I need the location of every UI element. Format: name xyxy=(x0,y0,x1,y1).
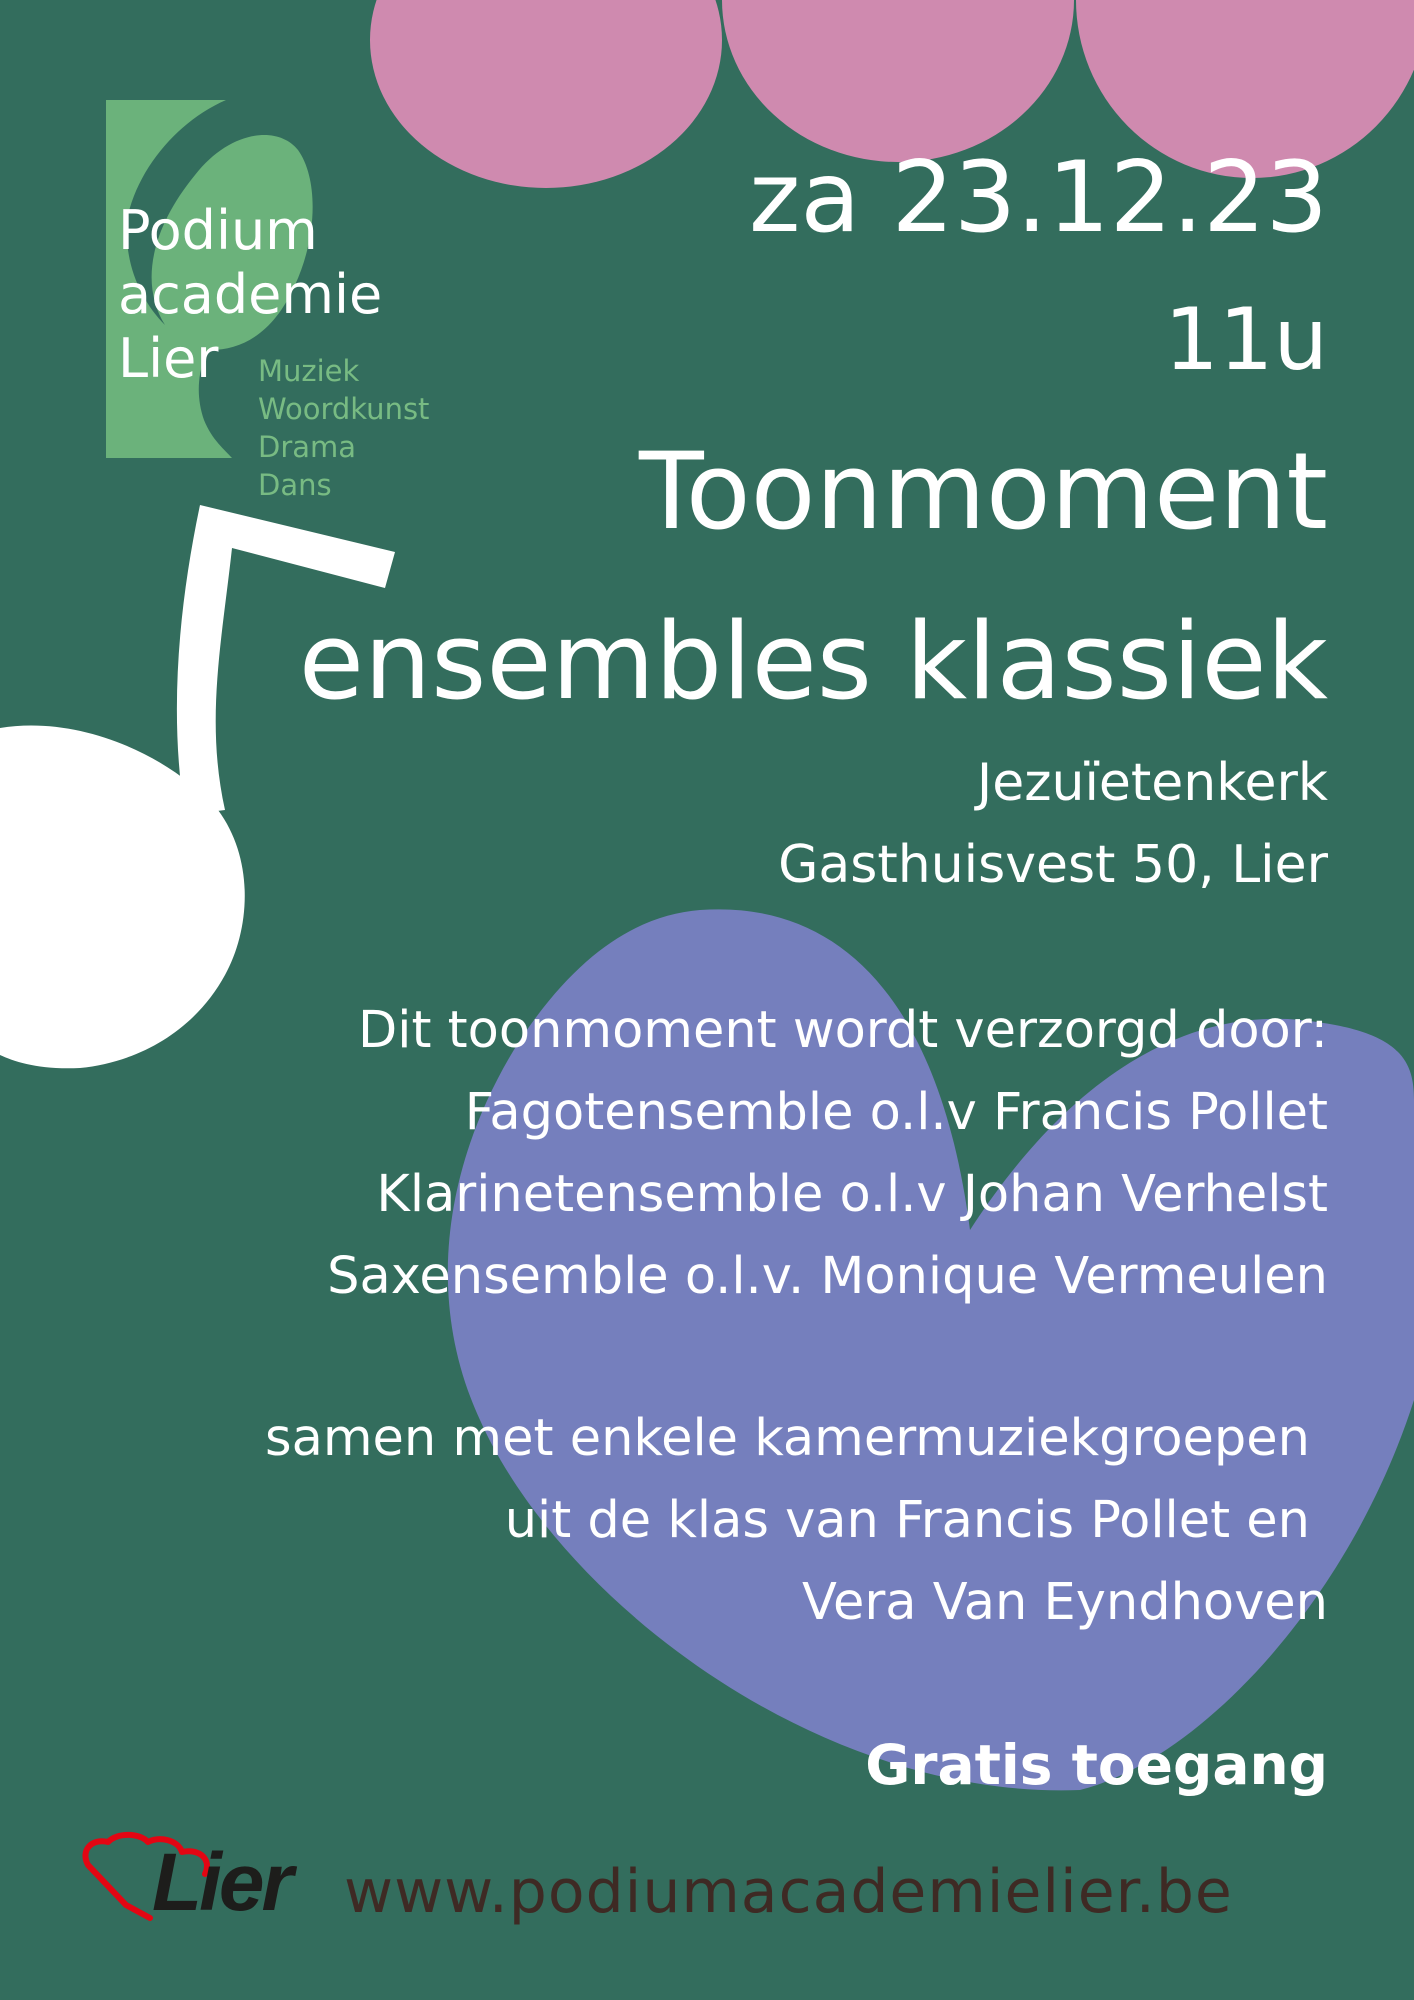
event-address: Gasthuisvest 50, Lier xyxy=(778,835,1328,895)
event-venue: Jezuïetenkerk xyxy=(976,753,1328,813)
lier-city-logo: Lier xyxy=(152,1837,291,1928)
extra-line: uit de klas van Francis Pollet en xyxy=(504,1491,1310,1550)
extra-line: Vera Van Eyndhoven xyxy=(802,1573,1328,1632)
event-date: za 23.12.23 xyxy=(748,141,1328,255)
pink-circle-1 xyxy=(370,0,722,188)
discipline-dance: Dans xyxy=(258,468,332,502)
event-title-line-1: Toonmoment xyxy=(639,430,1328,553)
event-title-line-2: ensembles klassiek xyxy=(298,600,1328,723)
event-time: 11u xyxy=(1164,290,1328,390)
discipline-music: Muziek xyxy=(258,354,360,388)
performers-intro: Dit toonmoment wordt verzorgd door: xyxy=(358,1001,1328,1060)
logo-line-3: Lier xyxy=(118,327,219,390)
discipline-word-art: Woordkunst xyxy=(258,392,430,426)
ensemble-line: Saxensemble o.l.v. Monique Vermeulen xyxy=(327,1247,1328,1306)
ensemble-line: Fagotensemble o.l.v Francis Pollet xyxy=(464,1083,1328,1142)
discipline-drama: Drama xyxy=(258,430,357,464)
extra-line: samen met enkele kamermuziekgroepen xyxy=(265,1409,1310,1468)
ensemble-line: Klarinetensemble o.l.v Johan Verhelst xyxy=(376,1165,1328,1224)
logo-line-2: academie xyxy=(118,263,383,326)
website-link[interactable]: www.podiumacademielier.be xyxy=(344,1857,1233,1927)
admission-text: Gratis toegang xyxy=(865,1733,1328,1797)
logo-line-1: Podium xyxy=(118,199,318,262)
